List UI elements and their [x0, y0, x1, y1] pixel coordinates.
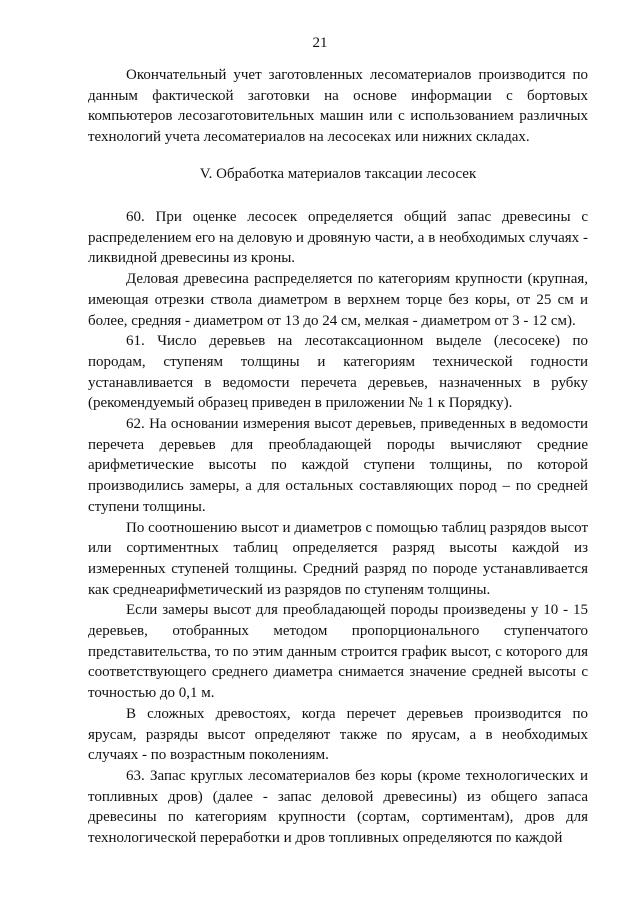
- body-text: [88, 207, 588, 849]
- paragraph-62: 62. На основании измерения высот деревьев, приведенных в ведомости перечета деревьев для преобладающей породы вычисляют средние арифметические высоты по каждой ступени толщины, по которой производились замеры, а для остальных составляющих пород – по средней ступени толщины.: [88, 416, 588, 515]
- intro-paragraph: Окончательный учет заготовленных лесоматериалов производится по данным фактической заготовки на основе информации с бортовых компьютеров лесозаготовительных машин или с использованием различных технологий учета лесоматериалов на лесосеках или нижних складах.: [88, 67, 588, 146]
- paragraph-height-ratio: По соотношению высот и диаметров с помощью таблиц разрядов высот или сортиментных таблиц определяется разряд высоты каждой из измеренных ступеней толщины. Средний разряд по породе устанавливается как среднеарифметический из разрядов по ступеням толщины.: [88, 519, 588, 598]
- section-heading: V. Обработка материалов таксации лесосек: [199, 166, 477, 182]
- paragraph-height-graph: Если замеры высот для преобладающей породы произведены у 10 - 15 деревьев, отобранных методом пропорционального ступенчатого представительства, то по этим данным строится график высот, с которого для соответствующего среднего диаметра снимается значение средней высоты с точностью до 0,1 м.: [88, 602, 588, 702]
- paragraph-60: 60. При оценке лесосек определяется общий запас древесины с распределением его на деловую и дровяную части, а в необходимых случаях - ликвидной древесины из кроны.: [88, 209, 588, 267]
- paragraph-61: 61. Число деревьев на лесотаксационном выделе (лесосеке) по породам, ступеням толщины и категориям технической годности устанавливается в ведомости перечета деревьев, назначенных в рубку (рекомендуемый образец приведен в приложении № 1 к Порядку).: [88, 333, 588, 412]
- paragraph-timber-categories: Деловая древесина распределяется по категориям крупности (крупная, имеющая отрезки ствола диаметром в верхнем торце без коры, от 25 см и более, средняя - диаметром от 13 до 24 см, мелкая - диаметром от 3 - 12 см).: [88, 271, 588, 329]
- intro-block: [88, 65, 588, 148]
- paragraph-complex-stands: В сложных древостоях, когда перечет деревьев производится по ярусам, разряды высот определяют также по ярусам, а в необходимых случаях - по возрастным поколениям.: [88, 705, 588, 764]
- paragraph-63: 63. Запас круглых лесоматериалов без коры (кроме технологических и топливных дров) (далее - запас деловой древесины) из общего запаса древесины по категориям крупности (сортам, сортиментам), дров для технологической переработки и дров топливных определяются по каждой: [88, 767, 588, 847]
- page-number: 21: [312, 35, 328, 51]
